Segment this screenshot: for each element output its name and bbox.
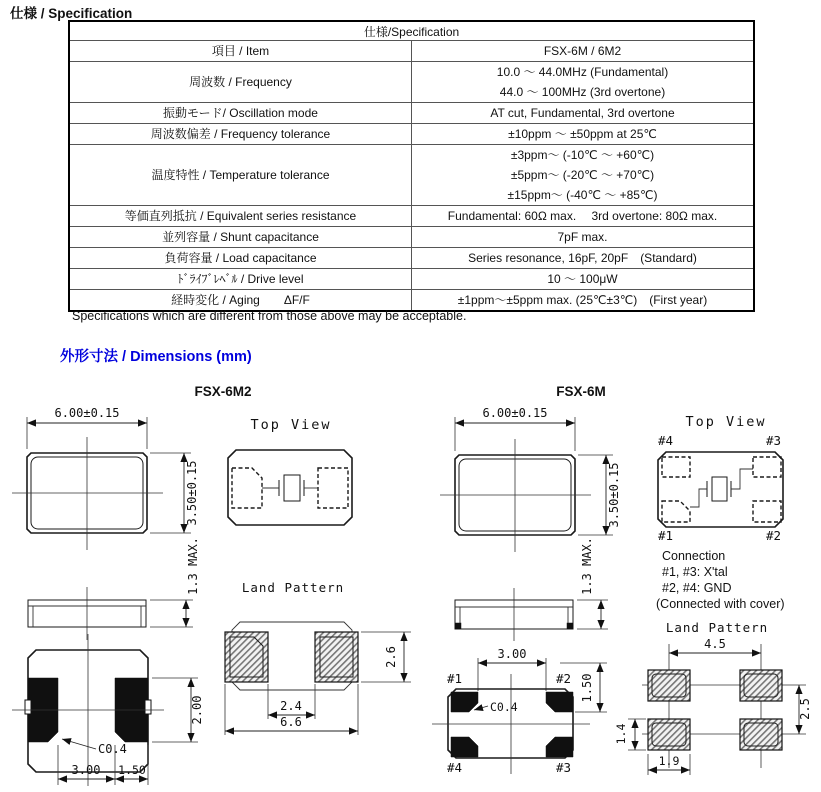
table-row xyxy=(69,269,754,290)
fsx6m-bottom-pad3 xyxy=(546,737,573,757)
fsx6m-package-top-view xyxy=(440,406,621,552)
fsx6m-land-pitch-x-dim: 4.5 xyxy=(704,637,726,651)
crystal-symbol-plate xyxy=(712,477,727,501)
fsx6m-electrode-pad1 xyxy=(662,501,690,522)
fsx6m2-land-height-dim: 2.6 xyxy=(384,646,398,668)
fsx6m-electrode-pad4 xyxy=(662,457,690,477)
fsx6m-land-pitch-y-dim: 2.5 xyxy=(798,698,812,720)
row-label-aging: 経時変化 / Aging ΔF/F xyxy=(171,293,310,307)
fsx6m2-top-view-label: Top View xyxy=(250,417,332,433)
table-row xyxy=(69,290,754,312)
row-value-temperature-tolerance-1: ±3ppm～ (-10℃ ～ +60℃) xyxy=(510,148,655,162)
table-row xyxy=(69,145,754,206)
fsx6m-bottom-pin1-label: #1 xyxy=(447,671,463,686)
fsx6m-top-view-outline xyxy=(658,452,783,527)
table-row xyxy=(69,227,754,248)
row-value-aging: ±1ppm～±5ppm max. (25℃±3℃) (First year) xyxy=(457,293,708,307)
row-value-oscillation-mode: AT cut, Fundamental, 3rd overtone xyxy=(490,106,675,120)
fsx6m2-pad-width-dim: 1.50 xyxy=(118,763,146,777)
dimensions-section-heading: 外形寸法 / Dimensions (mm) xyxy=(60,349,252,365)
row-value-esr: Fundamental: 60Ω max. 3rd overtone: 80Ω max. xyxy=(447,209,718,223)
fsx6m-topview-pin3-label: #3 xyxy=(766,433,782,448)
fsx6m2-land-pad-right xyxy=(315,632,358,682)
fsx6m-topview-pin2-label: #2 xyxy=(766,528,782,543)
fsx6m-pad-gap-dim: 3.00 xyxy=(497,647,527,661)
fsx6m2-top-view-outline xyxy=(228,450,352,525)
fsx6m-bottom-pin3-label: #3 xyxy=(556,760,572,775)
fsx6m2-chamfer-dim: C0.4 xyxy=(98,742,127,756)
fsx6m-top-view-figure xyxy=(656,414,785,635)
row-value-frequency-tolerance: ±10ppm ～ ±50ppm at 25℃ xyxy=(508,127,657,141)
fsx6m2-title: FSX-6M2 xyxy=(194,384,252,399)
row-value-item: FSX-6M / 6M2 xyxy=(543,44,622,58)
fsx6m-land-height-dim: 1.4 xyxy=(614,723,628,745)
fsx6m2-land-pattern xyxy=(225,580,411,735)
fsx6m2-side-view xyxy=(28,537,200,640)
fsx6m-land-pattern xyxy=(614,637,812,775)
acceptable-note: Specifications which are different from those above may be acceptable. xyxy=(72,309,467,323)
fsx6m2-pad-gap-dim: 3.00 xyxy=(71,763,101,777)
connection-cover-line: (Connected with cover) xyxy=(656,597,785,611)
fsx6m2-pad-height-dim: 2.00 xyxy=(190,695,204,725)
fsx6m-top-view-label: Top View xyxy=(685,414,767,430)
fsx6m2-bottom-view xyxy=(12,634,204,786)
table-row xyxy=(69,41,754,62)
fsx6m2-thickness-dim: 1.3 MAX. xyxy=(186,537,200,595)
row-value-load-capacitance: Series resonance, 16pF, 20pF (Standard) xyxy=(468,251,697,265)
spec-section-heading: 仕様 / Specification xyxy=(10,6,133,21)
fsx6m-pad-height-dim: 1.50 xyxy=(580,673,594,703)
fsx6m-bottom-pin4-label: #4 xyxy=(447,760,463,775)
row-label-oscillation-mode: 振動モード/ Oscillation mode xyxy=(163,106,318,120)
row-label-item: 項目 / Item xyxy=(211,44,270,58)
row-value-frequency-2: 44.0 ～ 100MHz (3rd overtone) xyxy=(499,85,666,99)
row-value-frequency-1: 10.0 ～ 44.0MHz (Fundamental) xyxy=(496,65,669,79)
fsx6m-body-width-dim: 6.00±0.15 xyxy=(482,406,548,420)
fsx6m2-land-pattern-label: Land Pattern xyxy=(241,580,345,595)
row-value-temperature-tolerance-2: ±5ppm～ (-20℃ ～ +70℃) xyxy=(510,168,655,182)
fsx6m-bottom-view xyxy=(432,647,607,775)
fsx6m2-land-pad-left xyxy=(225,632,268,682)
fsx6m2-top-view-figure xyxy=(228,417,352,525)
fsx6m-chamfer-dim: C0.4 xyxy=(490,700,518,714)
row-label-frequency: 周波数 / Frequency xyxy=(189,75,292,89)
row-label-load-capacitance: 負荷容量 / Load capacitance xyxy=(164,251,317,265)
fsx6m2-land-span-dim: 6.6 xyxy=(280,715,302,729)
table-row xyxy=(69,206,754,227)
connection-heading: Connection xyxy=(662,549,726,563)
row-value-shunt-capacitance: 7pF max. xyxy=(557,230,608,244)
fsx6m2-body-height-dim: 3.50±0.15 xyxy=(185,460,199,526)
spec-table-header: 仕様/Specification xyxy=(69,21,754,41)
row-value-temperature-tolerance-3: ±15ppm～ (-40℃ ～ +85℃) xyxy=(507,188,658,202)
row-label-esr: 等価直列抵抗 / Equivalent series resistance xyxy=(124,209,357,223)
fsx6m-bottom-pin2-label: #2 xyxy=(556,671,572,686)
row-label-shunt-capacitance: 並列容量 / Shunt capacitance xyxy=(162,230,319,244)
fsx6m-bottom-pad2 xyxy=(546,692,573,712)
fsx6m-topview-pin1-label: #1 xyxy=(658,528,674,543)
fsx6m-body-height-dim: 3.50±0.15 xyxy=(607,462,621,528)
dimensions-drawing xyxy=(0,382,821,792)
fsx6m-electrode-pad2 xyxy=(753,501,781,522)
table-row xyxy=(69,103,754,124)
spec-table xyxy=(68,20,755,312)
fsx6m-topview-pin4-label: #4 xyxy=(658,433,674,448)
connection-gnd-line: #2, #4: GND xyxy=(662,581,732,595)
fsx6m-title: FSX-6M xyxy=(556,384,606,399)
crystal-symbol-plate xyxy=(284,475,300,501)
fsx6m-bottom-pad1 xyxy=(451,692,478,712)
fsx6m2-package-top-view xyxy=(12,406,199,550)
fsx6m2-right-electrode xyxy=(318,468,348,508)
table-row xyxy=(69,248,754,269)
row-label-drive-level: ﾄﾞﾗｲﾌﾞﾚﾍﾞﾙ / Drive level xyxy=(177,272,304,286)
fsx6m-side-view xyxy=(455,537,608,641)
fsx6m-electrode-pad3 xyxy=(753,457,781,477)
row-label-temperature-tolerance: 温度特性 / Temperature tolerance xyxy=(151,168,330,182)
fsx6m2-land-gap-dim: 2.4 xyxy=(280,699,302,713)
fsx6m2-left-electrode xyxy=(232,468,262,508)
row-label-frequency-tolerance: 周波数偏差 / Frequency tolerance xyxy=(150,127,331,141)
fsx6m-land-pattern-label: Land Pattern xyxy=(665,620,769,635)
fsx6m-thickness-dim: 1.3 MAX. xyxy=(580,537,594,595)
connection-xtal-line: #1, #3: X'tal xyxy=(662,565,728,579)
spec-table-header-row xyxy=(69,21,754,41)
row-value-drive-level: 10 ～ 100μW xyxy=(547,272,618,286)
fsx6m2-body-width-dim: 6.00±0.15 xyxy=(54,406,120,420)
table-row xyxy=(69,124,754,145)
fsx6m-land-width-dim: 1.9 xyxy=(658,754,680,768)
fsx6m-bottom-pad4 xyxy=(451,737,478,757)
table-row xyxy=(69,62,754,103)
